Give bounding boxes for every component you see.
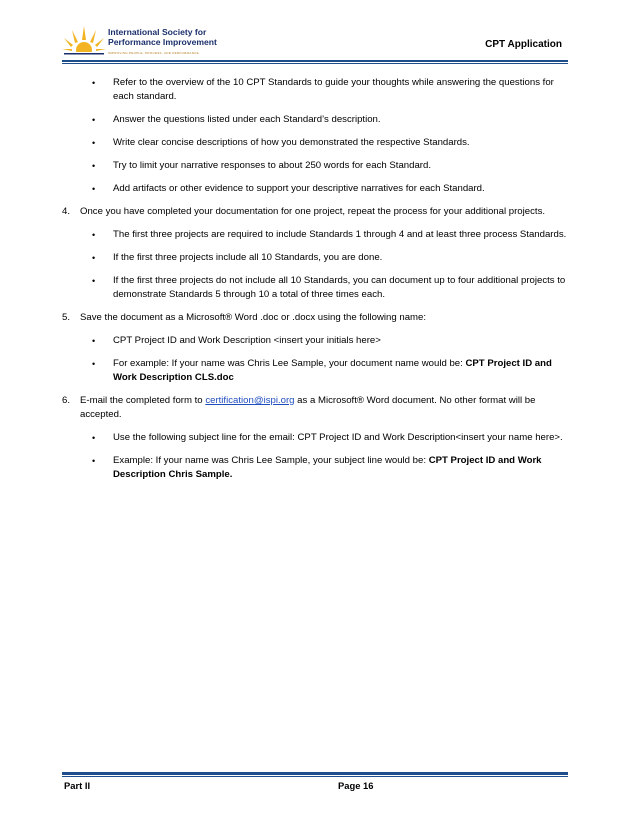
bullet-text: Refer to the overview of the 10 CPT Standards to guide your thoughts while answering the questions for each standard.	[113, 77, 554, 102]
item-number: 4.	[62, 206, 71, 217]
bullet-glyph: •	[92, 138, 96, 148]
bullet-glyph: •	[92, 184, 96, 194]
list-item	[62, 274, 568, 302]
list-item	[62, 454, 568, 482]
item-number: 5.	[62, 312, 71, 323]
document-body	[62, 76, 568, 491]
bullet-glyph: •	[92, 276, 96, 286]
bullet-text: Try to limit your narrative responses to about 250 words for each Standard.	[113, 160, 431, 171]
list-item	[62, 113, 568, 127]
numbered-item-6	[62, 394, 568, 422]
org-tagline: IMPROVING PEOPLE, PROCESS, AND PERFORMANCE	[108, 51, 199, 55]
footer-section-label: Part II	[64, 780, 91, 791]
bullet-glyph: •	[92, 78, 96, 88]
bullet-glyph: •	[92, 115, 96, 125]
list-item	[62, 228, 568, 242]
bullet-glyph: •	[92, 359, 96, 369]
bullet-text: Write clear concise descriptions of how you demonstrated the respective Standards.	[113, 137, 470, 148]
header-rule	[62, 60, 568, 62]
org-name-line2: Performance Improvement	[108, 36, 217, 47]
numbered-item-4	[62, 205, 568, 219]
page-number: Page 16	[338, 780, 374, 791]
list-item	[62, 251, 568, 265]
sunburst-logo-icon	[62, 24, 108, 58]
item-number: 6.	[62, 395, 71, 406]
ispi-logo	[62, 24, 232, 58]
numbered-item-5	[62, 311, 568, 325]
item-text: Save the document as a Microsoft® Word .doc or .docx using the following name:	[80, 312, 427, 323]
item-text: E-mail the completed form to	[80, 395, 206, 406]
example-subject: CPT Project ID and Work Description Chris Sample.	[113, 455, 542, 480]
bullet-text: If the first three projects do not include all 10 Standards, you can document up to four additional projects to demonstrate Standards 5 through 10 a total of three times each.	[113, 275, 566, 300]
list-item	[62, 76, 568, 104]
list-item	[62, 334, 568, 348]
bullet-text: Example: If your name was Chris Lee Sample, your subject line would be:	[113, 455, 429, 466]
footer-rule	[62, 772, 568, 775]
bullet-glyph: •	[92, 456, 96, 466]
footer-rule-thin	[62, 776, 568, 777]
list-item	[62, 182, 568, 196]
bullet-glyph: •	[92, 433, 96, 443]
org-name	[108, 28, 217, 47]
item-text: Once you have completed your documentation for one project, repeat the process for your additional projects.	[80, 206, 546, 217]
bullet-text: The first three projects are required to include Standards 1 through 4 and at least three process Standards.	[113, 229, 567, 240]
bullet-text: Answer the questions listed under each Standard’s description.	[113, 114, 381, 125]
intro-bullet-list	[62, 76, 568, 196]
bullet-glyph: •	[92, 161, 96, 171]
org-name-line1: International Society for	[108, 27, 207, 37]
bullet-glyph: •	[92, 253, 96, 263]
list-item	[62, 357, 568, 385]
email-link[interactable]: certification@ispi.org	[205, 395, 295, 406]
bullet-text: If the first three projects include all 10 Standards, you are done.	[113, 252, 383, 263]
list-item	[62, 159, 568, 173]
item-text: as a Microsoft® Word document. No other format will be accepted.	[80, 395, 536, 420]
bullet-glyph: •	[92, 230, 96, 240]
list-item	[62, 431, 568, 445]
bullet-text: CPT Project ID and Work Description <insert your initials here>	[113, 335, 381, 346]
document-title: CPT Application	[485, 39, 562, 50]
bullet-text: Add artifacts or other evidence to support your descriptive narratives for each Standard.	[113, 183, 485, 194]
bullet-text: Use the following subject line for the email: CPT Project ID and Work Description<insert your name here>.	[113, 432, 563, 443]
page-header	[62, 22, 568, 60]
list-item	[62, 136, 568, 150]
example-filename: CPT Project ID and Work Description CLS.doc	[113, 358, 552, 383]
header-rule-thin	[62, 63, 568, 64]
bullet-text: For example: If your name was Chris Lee Sample, your document name would be:	[113, 358, 466, 369]
bullet-glyph: •	[92, 336, 96, 346]
